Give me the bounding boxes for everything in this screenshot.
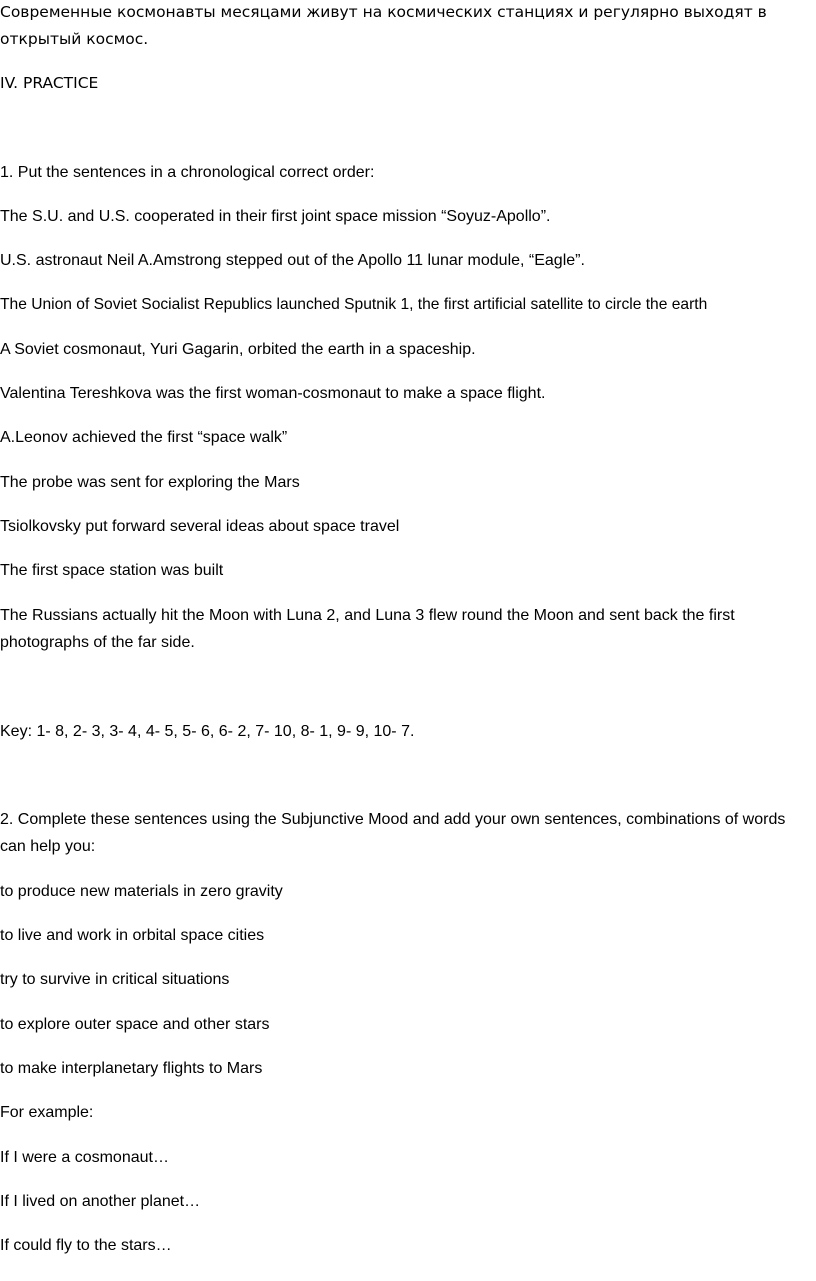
task2-example-label: For example: bbox=[0, 1104, 94, 1121]
task2-phrase-1: to produce new materials in zero gravity bbox=[0, 883, 283, 900]
task1-sentence-4: A Soviet cosmonaut, Yuri Gagarin, orbited the earth in a spaceship. bbox=[0, 341, 476, 358]
task1-sentence-1: The S.U. and U.S. cooperated in their first joint space mission “Soyuz-Apollo”. bbox=[0, 208, 551, 225]
task2-phrase-2: to live and work in orbital space cities bbox=[0, 927, 265, 944]
task1-sentence-9: The first space station was built bbox=[0, 562, 224, 579]
task1-sentence-2: U.S. astronaut Neil A.Amstrong stepped out of the Apollo 11 lunar module, “Eagle”. bbox=[0, 252, 585, 269]
task1-sentence-8: Tsiolkovsky put forward several ideas about space travel bbox=[0, 518, 400, 535]
practice-heading: IV. PRACTICE bbox=[0, 74, 99, 92]
intro-paragraph: Современные космонавты месяцами живут на космических станциях и регулярно выходят в открытый космос. bbox=[0, 3, 767, 48]
task2-phrase-4: to explore outer space and other stars bbox=[0, 1016, 270, 1033]
task1-sentence-6: A.Leonov achieved the first “space walk” bbox=[0, 429, 288, 446]
task2-example-2: If I lived on another planet… bbox=[0, 1193, 201, 1210]
task2-instruction: 2. Complete these sentences using the Subjunctive Mood and add your own sentences, combinations of words can help you: bbox=[0, 811, 786, 855]
task1-instruction: 1. Put the sentences in a chronological correct order: bbox=[0, 164, 375, 181]
task2-phrase-5: to make interplanetary flights to Mars bbox=[0, 1060, 263, 1077]
task1-sentence-7: The probe was sent for exploring the Mars bbox=[0, 474, 300, 491]
task1-sentence-3: The Union of Soviet Socialist Republics launched Sputnik 1, the first artificial satellite to circle the earth bbox=[0, 296, 708, 313]
task2-phrase-3: try to survive in critical situations bbox=[0, 971, 230, 988]
task1-sentence-5: Valentina Tereshkova was the first woman-cosmonaut to make a space flight. bbox=[0, 385, 546, 402]
task1-key: Key: 1- 8, 2- 3, 3- 4, 4- 5, 5- 6, 6- 2, 7- 10, 8- 1, 9- 9, 10- 7. bbox=[0, 723, 415, 740]
task1-sentence-10: The Russians actually hit the Moon with Luna 2, and Luna 3 flew round the Moon and sent back the first photographs of the far side. bbox=[0, 607, 735, 651]
task2-example-1: If I were a cosmonaut… bbox=[0, 1149, 169, 1166]
task2-example-3: If could fly to the stars… bbox=[0, 1237, 172, 1254]
